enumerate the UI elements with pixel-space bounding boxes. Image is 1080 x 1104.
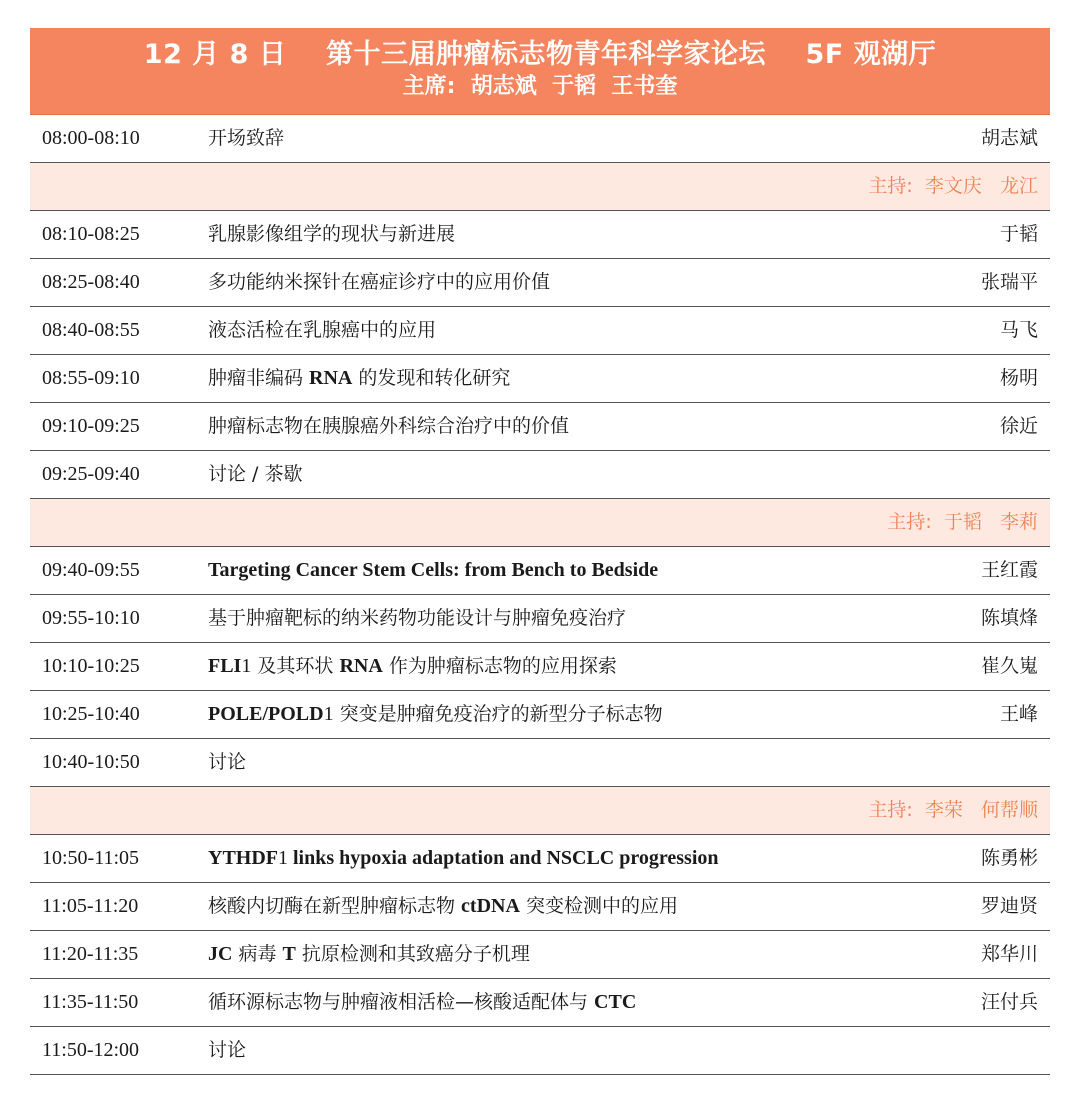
speaker-name: 杨明 <box>999 367 1038 389</box>
talk-topic: 讨论 / 茶歇 <box>208 463 303 485</box>
talk-topic <box>208 931 530 978</box>
time-slot: 08:00-08:10 <box>42 127 140 149</box>
topic-segment: 1 <box>323 703 334 725</box>
topic-segment: ctDNA <box>461 895 520 917</box>
speaker-name: 陈填烽 <box>980 607 1038 629</box>
talk-topic <box>208 643 617 690</box>
topic-segment: links hypoxia adaptation and NSCLC progression <box>288 847 719 869</box>
time-slot: 09:25-09:40 <box>42 463 140 485</box>
time-slot: 08:55-09:10 <box>42 367 140 389</box>
time-slot: 10:40-10:50 <box>42 751 140 773</box>
speaker-name: 郑华川 <box>980 943 1038 965</box>
topic-segment: 抗原检测和其致癌分子机理 <box>295 943 530 965</box>
talk-topic <box>208 547 658 594</box>
agenda-table <box>30 28 1050 1075</box>
agenda-row <box>30 739 1050 787</box>
talk-topic: 讨论 <box>208 751 247 773</box>
talk-topic: 基于肿瘤靶标的纳米药物功能设计与肿瘤免疫治疗 <box>208 607 627 629</box>
topic-segment: CTC <box>594 991 637 1013</box>
host-row <box>30 163 1050 211</box>
talk-topic: 开场致辞 <box>208 127 285 149</box>
talk-topic <box>208 979 636 1026</box>
time-slot: 11:05-11:20 <box>42 895 139 917</box>
topic-segment: 突变检测中的应用 <box>519 895 678 917</box>
speaker-name: 于韬 <box>999 223 1038 245</box>
agenda-row <box>30 979 1050 1027</box>
speaker-name: 崔久嵬 <box>980 655 1038 677</box>
agenda-row <box>30 595 1050 643</box>
talk-topic <box>208 691 663 738</box>
topic-segment: 病毒 <box>232 943 283 965</box>
agenda-row <box>30 307 1050 355</box>
topic-segment: 1 <box>241 655 252 677</box>
agenda-row <box>30 691 1050 739</box>
agenda-row <box>30 211 1050 259</box>
speaker-name: 汪付兵 <box>980 991 1038 1013</box>
time-slot: 10:10-10:25 <box>42 655 140 677</box>
session-chairs: 主席: 胡志斌 于韬 王书奎 <box>402 74 678 99</box>
topic-segment: JC <box>208 943 233 965</box>
agenda-row <box>30 835 1050 883</box>
session-header <box>30 28 1050 115</box>
agenda-row <box>30 403 1050 451</box>
host-row <box>30 787 1050 835</box>
topic-segment: POLE/POLD <box>208 703 324 725</box>
time-slot: 09:40-09:55 <box>42 559 140 581</box>
time-slot: 11:20-11:35 <box>42 943 139 965</box>
speaker-name: 马飞 <box>999 319 1038 341</box>
speaker-name: 王红霞 <box>980 559 1038 581</box>
host-names: 主持: 李荣 何帮顺 <box>868 799 1038 821</box>
topic-segment: 核酸内切酶在新型肿瘤标志物 <box>208 895 462 917</box>
topic-segment: RNA <box>309 367 353 389</box>
topic-segment: T <box>282 943 296 965</box>
agenda-row <box>30 115 1050 163</box>
topic-segment: FLI <box>208 655 242 677</box>
agenda-row <box>30 1027 1050 1075</box>
time-slot: 09:10-09:25 <box>42 415 140 437</box>
talk-topic: 液态活检在乳腺癌中的应用 <box>208 319 437 341</box>
speaker-name: 罗迪贤 <box>980 895 1038 917</box>
topic-segment: 作为肿瘤标志物的应用探索 <box>382 655 617 677</box>
topic-segment: 循环源标志物与肿瘤液相活检—核酸适配体与 <box>208 991 595 1013</box>
talk-topic: 肿瘤标志物在胰腺癌外科综合治疗中的价值 <box>208 415 570 437</box>
agenda-row <box>30 259 1050 307</box>
agenda-row <box>30 643 1050 691</box>
time-slot: 10:50-11:05 <box>42 847 140 869</box>
talk-topic: 讨论 <box>208 1039 247 1061</box>
time-slot: 08:25-08:40 <box>42 271 140 293</box>
time-slot: 09:55-10:10 <box>42 607 140 629</box>
agenda-row <box>30 451 1050 499</box>
topic-segment: 1 <box>278 847 288 869</box>
talk-topic: 多功能纳米探针在癌症诊疗中的应用价值 <box>208 271 551 293</box>
talk-topic: 乳腺影像组学的现状与新进展 <box>208 223 456 245</box>
agenda-row <box>30 883 1050 931</box>
talk-topic <box>208 835 719 882</box>
host-names: 主持: 李文庆 龙江 <box>868 175 1038 197</box>
topic-segment: 肿瘤非编码 <box>208 367 310 389</box>
topic-segment: 的发现和转化研究 <box>352 367 511 389</box>
host-names: 主持: 于韬 李莉 <box>887 511 1038 533</box>
topic-segment: YTHDF <box>208 847 278 869</box>
speaker-name: 陈勇彬 <box>980 847 1038 869</box>
host-row <box>30 499 1050 547</box>
agenda-rows <box>30 115 1050 1075</box>
talk-topic <box>208 883 678 930</box>
topic-segment: 及其环状 <box>251 655 340 677</box>
speaker-name: 胡志斌 <box>980 127 1038 149</box>
speaker-name: 张瑞平 <box>980 271 1038 293</box>
session-title: 12 月 8 日 第十三届肿瘤标志物青年科学家论坛 5F 观湖厅 <box>143 39 937 70</box>
time-slot: 11:35-11:50 <box>42 991 139 1013</box>
topic-text: Targeting Cancer Stem Cells: from Bench to Bedside <box>208 559 659 581</box>
speaker-name: 徐近 <box>999 415 1038 437</box>
time-slot: 08:40-08:55 <box>42 319 140 341</box>
topic-segment: RNA <box>339 655 383 677</box>
agenda-row <box>30 931 1050 979</box>
time-slot: 08:10-08:25 <box>42 223 140 245</box>
agenda-row <box>30 547 1050 595</box>
time-slot: 11:50-12:00 <box>42 1039 140 1061</box>
speaker-name: 王峰 <box>999 703 1038 725</box>
topic-segment: 突变是肿瘤免疫治疗的新型分子标志物 <box>333 703 663 725</box>
talk-topic <box>208 355 510 402</box>
time-slot: 10:25-10:40 <box>42 703 140 725</box>
agenda-row <box>30 355 1050 403</box>
